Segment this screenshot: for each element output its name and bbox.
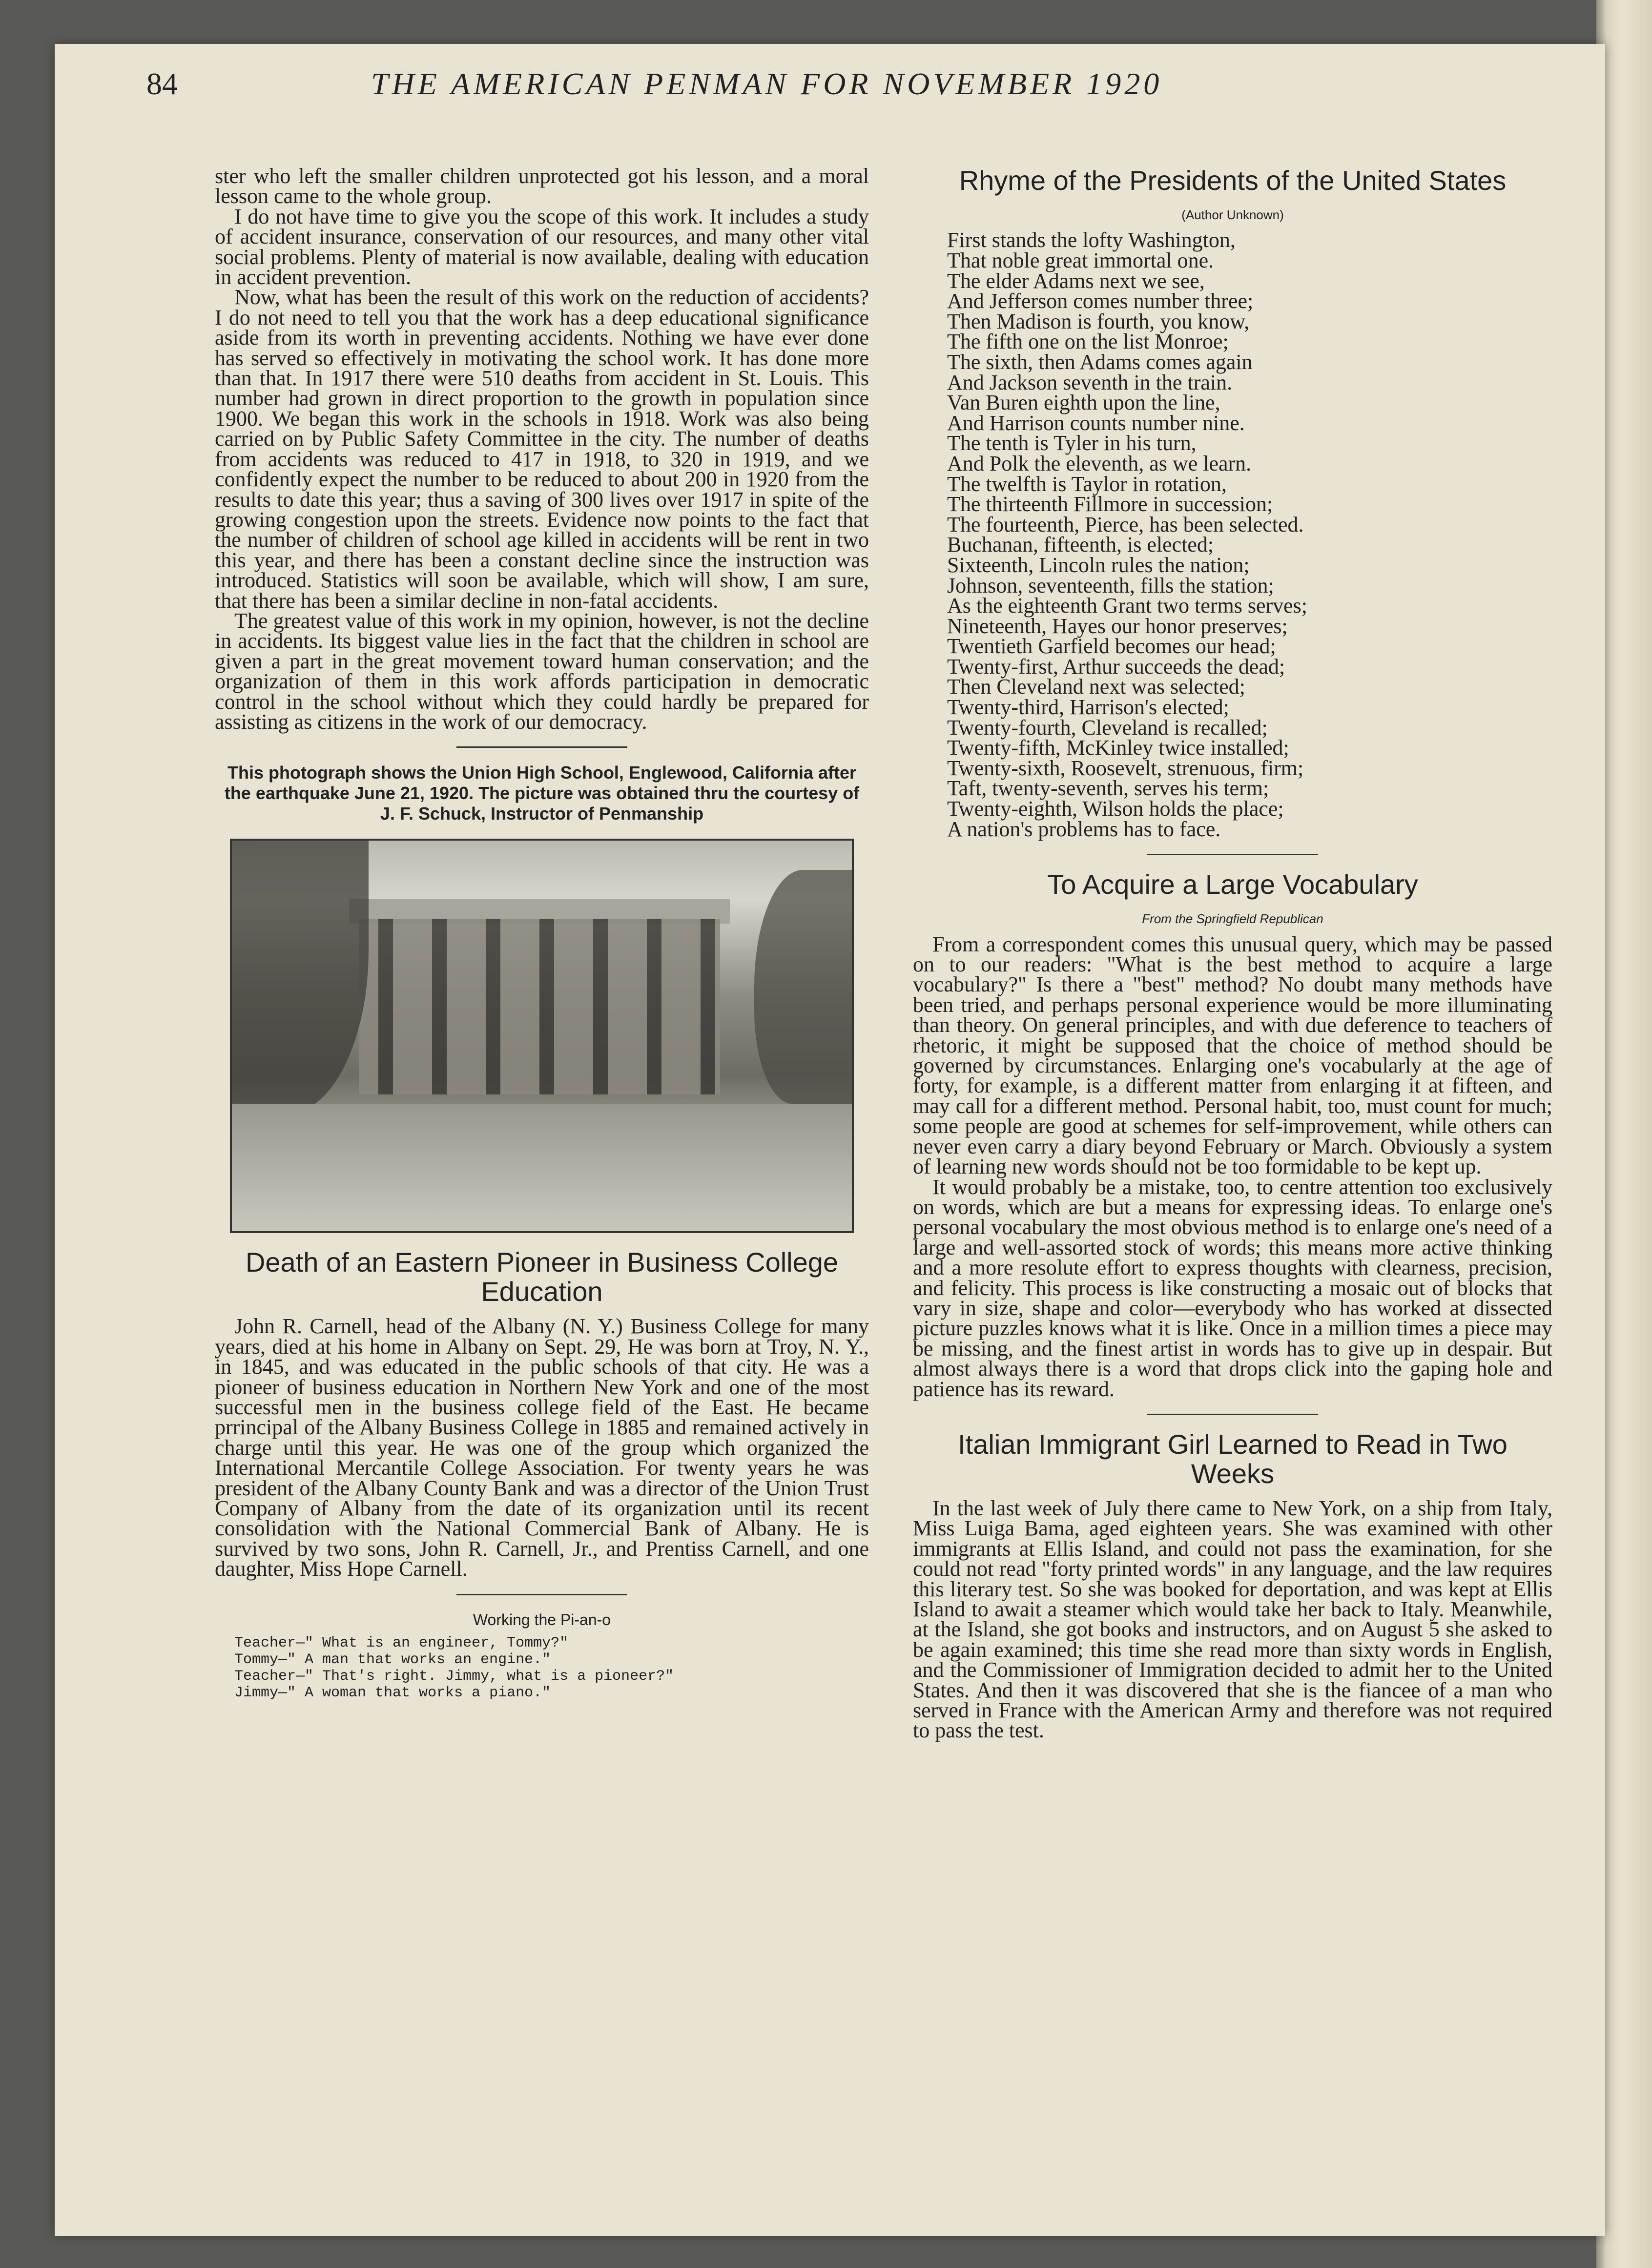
poem-line: The tenth is Tyler in his turn,	[947, 431, 1197, 455]
death-title: Death of an Eastern Pioneer in Business College Education	[245, 1247, 839, 1307]
italian-title: Italian Immigrant Girl Learned to Read in Two Weeks	[958, 1428, 1507, 1489]
poem-line: Sixteenth, Lincoln rules the nation;	[947, 553, 1250, 577]
running-title: THE AMERICAN PENMAN FOR NOVEMBER 1920	[371, 66, 1163, 101]
page-number: 84	[146, 66, 178, 101]
poem-line: A nation's problems has to face.	[947, 817, 1221, 841]
ground	[232, 1104, 852, 1231]
joke-line: Teacher—" That's right. Jimmy, what is a pioneer?"	[234, 1668, 674, 1685]
poem-line: Buchanan, fifteenth, is elected;	[947, 533, 1214, 557]
joke-line: Teacher—" What is an engineer, Tommy?"	[234, 1635, 569, 1652]
rhyme-byline: (Author Unknown)	[1181, 207, 1284, 222]
poem-line: As the eighteenth Grant two terms serves;	[947, 594, 1308, 618]
school-photo	[230, 839, 854, 1233]
poem-line: The fourteenth, Pierce, has been selected.	[947, 512, 1304, 536]
poem-line: The thirteenth Fillmore in succession;	[947, 492, 1273, 516]
poem-line: Then Cleveland next was selected;	[947, 675, 1245, 699]
poem-line: And Polk the eleventh, as we learn.	[947, 451, 1252, 475]
poem-line: And Jefferson comes number three;	[947, 289, 1254, 313]
joke-line: Jimmy—" A woman that works a piano."	[234, 1685, 551, 1702]
joke-line: Tommy—" A man that works an engine."	[234, 1651, 551, 1669]
poem-line: The fifth one on the list Monroe;	[947, 330, 1229, 354]
vocab-byline: From the Springfield Republican	[1142, 911, 1323, 927]
poem-line: Twenty-first, Arthur succeeds the dead;	[947, 654, 1285, 679]
vocab-title: To Acquire a Large Vocabulary	[1047, 869, 1418, 900]
poem-line: That noble great immortal one.	[947, 248, 1214, 272]
poem-line: Twenty-fifth, McKinley twice installed;	[947, 736, 1289, 760]
poem-line: Johnson, seventeenth, fills the station;	[947, 573, 1274, 598]
divider	[1147, 1414, 1318, 1415]
page-header	[146, 66, 1513, 124]
poem-line: Twenty-third, Harrison's elected;	[947, 695, 1229, 720]
paragraph: It would probably be a mistake, too, to centre attention too exclusively on words, which are but a means for expressing ideas. To enlarge one's personal vocabulary the most obvious method is to enlarge one's need of a large and well-assorted stock of words; this means more active thinking and a more resolute effort to express thoughts with clearness, precision, and felicity. This process is like constructing a mosaic out of blocks that vary in size, shape and color—everybody who has worked at dissected picture puzzles knows what it is like. Once in a million times a piece may be missing, and the finest artist in words has to give up in despair. But almost always there is a word that drops click into the gaping hole and patience has its reward.	[913, 1175, 1552, 1401]
photo-caption: This photograph shows the Union High School, Englewood, California after the earthquake June 21, 1920. The picture was obtained thru the courtesy of J. F. Schuck, Instructor of Penmanship	[224, 763, 860, 824]
poem-line: Twenty-fourth, Cleveland is recalled;	[947, 715, 1268, 740]
poem-line: Then Madison is fourth, you know,	[947, 309, 1250, 333]
divider	[456, 746, 627, 748]
death-article: John R. Carnell, head of the Albany (N. Y.) Business College for many years, died at his home in Albany on Sept. 29, He was born at Troy, N. Y., in 1845, and was educated in the public schools of that city. He was a pioneer of business education in Northern New York and one of the most successful men in the business college field of the East. He became prrincipal of the Albany Business College in 1885 and remained actively in charge until this year. He was one of the group which organized the International Mercantile College Association. For twenty years he was president of the Albany County Bank and was a director of the Union Trust Company of Albany from the date of its organization until its recent consolidation with the National Commercial Bank of Albany. He is survived by two sons, John R. Carnell, Jr., and Prentiss Carnell, and one daughter, Miss Hope Carnell.	[215, 1314, 869, 1581]
rhyme-title: Rhyme of the Presidents of the United States	[959, 165, 1507, 196]
left-column	[215, 166, 869, 1701]
poem-line: First stands the lofty Washington,	[947, 228, 1236, 252]
poem-line: Nineteenth, Hayes our honor preserves;	[947, 614, 1288, 638]
piano-joke	[234, 1635, 869, 1701]
poem-line: Twenty-eighth, Wilson holds the place;	[947, 797, 1284, 821]
tree-left	[232, 841, 369, 1114]
poem-line: Twentieth Garfield becomes our head;	[947, 634, 1276, 659]
right-column	[913, 166, 1552, 1741]
divider	[456, 1594, 627, 1595]
poem-line: Twenty-sixth, Roosevelt, strenuous, firm;	[947, 756, 1304, 780]
paragraph: ster who left the smaller children unprotected got his lesson, and a moral lesson came to the whole group.	[215, 164, 869, 208]
paragraph: From a correspondent comes this unusual query, which may be passed on to our readers: "What is the best method to acquire a large vocabulary?" Is there a "best" method? No doubt many methods have been tried, and perhaps personal experience would be more illuminating than theory. On general principles, and with due deference to teachers of rhetoric, it might be supposed that the choice of method should be governed by circumstances. Enlarging one's vocabularly at the age of forty, for example, is a different matter from enlarging it at fifteen, and may call for a different method. Personal habit, too, must count for much; some people are good at schemes for self-improvement, while others can never even carry a diary beyond February or March. Obviously a system of learning new words should not be too formidable to be kept up.	[913, 932, 1552, 1179]
poem-line: And Jackson seventh in the train.	[947, 370, 1233, 394]
poem-line: And Harrison counts number nine.	[947, 411, 1245, 435]
piano-title: Working the Pi-an-o	[473, 1610, 611, 1629]
divider	[1147, 854, 1318, 855]
poem-line: Van Buren eighth upon the line,	[947, 391, 1220, 415]
italian-article: In the last week of July there came to New York, on a ship from Italy, Miss Luiga Bama, aged eighteen years. She was examined with other immigrants at Ellis Island, and could not pass the examination, for she could not read "forty printed words" in any language, and the law requires this literary test. So she was booked for deportation, and was kept at Ellis Island to await a steamer which would take her back to Italy. Meanwhile, at the Island, she got books and instructors, and on August 5 she asked to be again examined; this time she read more than sixty words in English, and the Commissioner of Immigration decided to admit her to the United States. And then it was discovered that she is the fiancee of a man who served in France with the American Army and therefore was not required to pass the test.	[913, 1496, 1552, 1743]
paragraph: Now, what has been the result of this work on the reduction of accidents? I do not need to tell you that the work has a deep educational significance aside from its worth in preventing accidents. Nothing we have ever done has served so effectively in motivating the school work. It has done more than that. In 1917 there were 510 deaths from accident in St. Louis. This number had grown in direct proportion to the growth in population since 1900. We began this work in the schools in 1918. Work was also being carried on by Public Safety Committee in the city. The number of deaths from accidents was reduced to 417 in 1918, to 320 in 1919, and we confidently expect the number to be reduced to about 200 in 1920 from the results to date this year; thus a saving of 300 lives over 1917 in spite of the growing congestion upon the streets. Evidence now points to the fact that the number of children of school age killed in accidents will be rent in two this year, and there has been a constant decline since the instruction was introduced. Statistics will soon be available, which will show, I am sure, that there has been a similar decline in non-fatal accidents.	[215, 285, 869, 613]
poem-line: The twelfth is Taylor in rotation,	[947, 472, 1227, 496]
paragraph: I do not have time to give you the scope of this work. It includes a study of accident insurance, conservation of our resources, and many other vital social problems. Plenty of material is now available, dealing with education in accident prevention.	[215, 204, 869, 289]
poem-line: The sixth, then Adams comes again	[947, 350, 1253, 374]
rhyme-poem	[947, 230, 1552, 839]
poem-line: The elder Adams next we see,	[947, 268, 1205, 293]
building	[359, 919, 720, 1094]
tree-right	[754, 870, 852, 1104]
paragraph: The greatest value of this work in my opinion, however, is not the decline in accidents. Its biggest value lies in the fact that the children in school are given a part in the great movement toward human conservation; and the organization of them in this work affords participation in democratic control in the school without which they could hardly be prepared for assisting as citizens in the work of our democracy.	[215, 608, 869, 734]
poem-line: Taft, twenty-seventh, serves his term;	[947, 776, 1269, 801]
